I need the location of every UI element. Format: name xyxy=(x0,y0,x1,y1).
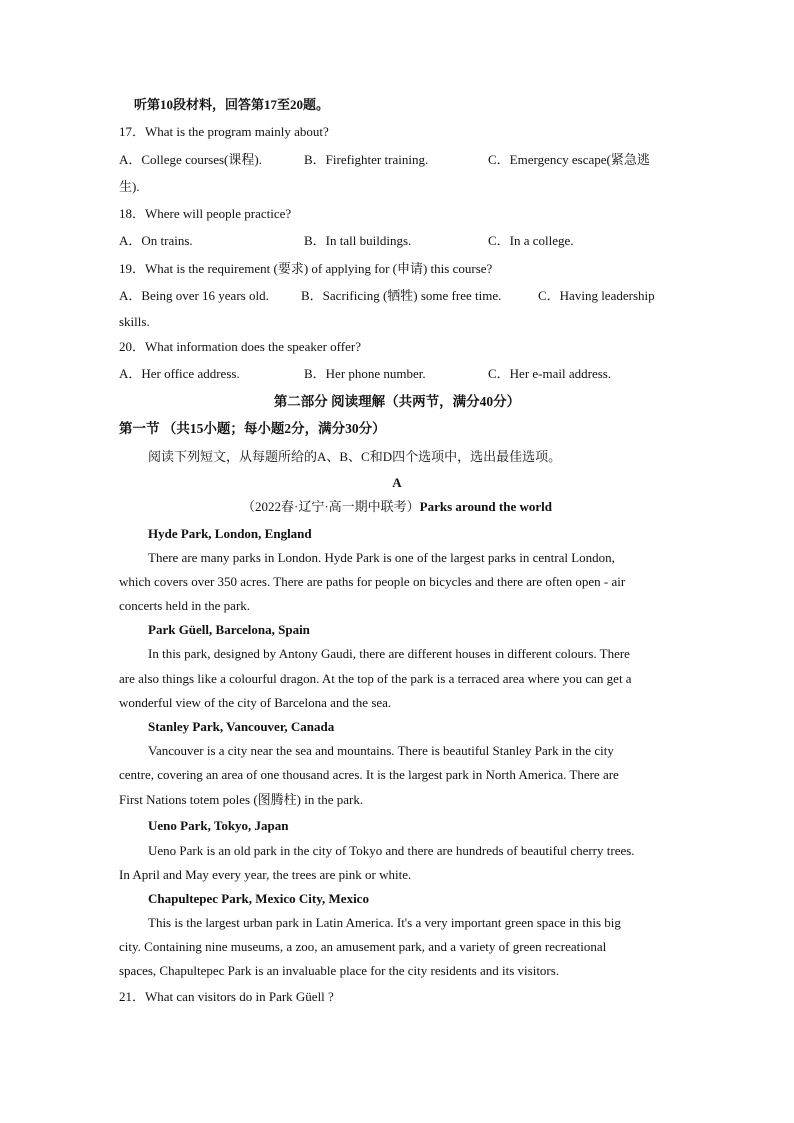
option-b: B．In tall buildings. xyxy=(304,233,412,248)
question-19-stem: 19．What is the requirement (要求) of applying for (申请) this course? xyxy=(119,261,493,276)
paragraph-line: centre, covering an area of one thousand acres. It is the largest park in North America. There are xyxy=(119,767,619,782)
park-heading: Chapultepec Park, Mexico City, Mexico xyxy=(148,891,369,906)
paragraph-line: Vancouver is a city near the sea and mountains. There is beautiful Stanley Park in the city xyxy=(148,743,614,758)
park-heading: Park Güell, Barcelona, Spain xyxy=(148,622,310,637)
paragraph-line: First Nations totem poles (图腾柱) in the park. xyxy=(119,792,364,807)
reading-section-title: 第一节 （共15小题；每小题2分，满分30分） xyxy=(119,421,386,436)
reading-instruction: 阅读下列短文，从每题所给的A、B、C和D四个选项中，选出最佳选项。 xyxy=(148,449,562,464)
option-a: A．On trains. xyxy=(119,233,193,248)
paragraph-line: are also things like a colourful dragon. At the top of the park is a terraced area where you can get a xyxy=(119,671,632,686)
question-17-options xyxy=(119,152,679,168)
question-19-option-wrap: skills. xyxy=(119,314,150,329)
question-18-options xyxy=(119,233,679,249)
paragraph-line: In this park, designed by Antony Gaudi, there are different houses in different colours. There xyxy=(148,646,630,661)
park-heading: Ueno Park, Tokyo, Japan xyxy=(148,818,289,833)
option-a: A．Being over 16 years old. xyxy=(119,288,269,303)
option-a: A．College courses(课程). xyxy=(119,152,262,167)
park-heading: Hyde Park, London, England xyxy=(148,526,312,541)
question-20-options xyxy=(119,366,679,382)
option-a: A．Her office address. xyxy=(119,366,240,381)
paragraph-line: There are many parks in London. Hyde Park is one of the largest parks in central London, xyxy=(148,550,615,565)
paragraph-line: This is the largest urban park in Latin America. It's a very important green space in this big xyxy=(148,915,621,930)
option-c: C．Her e-mail address. xyxy=(488,366,612,381)
paragraph-line: spaces, Chapultepec Park is an invaluable place for the city residents and its visitors. xyxy=(119,963,560,978)
option-c: C．Having leadership xyxy=(538,288,655,303)
paragraph-line: wonderful view of the city of Barcelona and the sea. xyxy=(119,695,392,710)
listening-instruction: 听第10段材料，回答第17至20题。 xyxy=(134,97,330,112)
park-heading: Stanley Park, Vancouver, Canada xyxy=(148,719,335,734)
question-20-stem: 20．What information does the speaker offer? xyxy=(119,339,361,354)
paragraph-line: Ueno Park is an old park in the city of Tokyo and there are hundreds of beautiful cherry trees. xyxy=(148,843,635,858)
passage-title: Parks around the world xyxy=(419,499,552,514)
question-19-options xyxy=(119,288,679,304)
option-b: B．Firefighter training. xyxy=(304,152,429,167)
option-c: C．Emergency escape(紧急逃 xyxy=(488,152,650,167)
passage-source: （2022春·辽宁·高一期中联考） xyxy=(242,499,420,514)
paragraph-line: concerts held in the park. xyxy=(119,598,251,613)
question-21-stem: 21．What can visitors do in Park Güell ? xyxy=(119,989,334,1004)
passage-header xyxy=(0,499,794,515)
reading-part-title: 第二部分 阅读理解（共两节，满分40分） xyxy=(273,394,521,409)
paragraph-line: city. Containing nine museums, a zoo, an amusement park, and a variety of green recreational xyxy=(119,939,607,954)
question-17-option-wrap: 生). xyxy=(119,179,140,194)
option-c: C．In a college. xyxy=(488,233,574,248)
option-b: B．Her phone number. xyxy=(304,366,426,381)
question-18-stem: 18．Where will people practice? xyxy=(119,206,292,221)
passage-letter: A xyxy=(392,475,402,490)
question-17-stem: 17．What is the program mainly about? xyxy=(119,124,329,139)
paragraph-line: In April and May every year, the trees are pink or white. xyxy=(119,867,412,882)
paragraph-line: which covers over 350 acres. There are paths for people on bicycles and there are often open - air xyxy=(119,574,626,589)
option-b: B．Sacrificing (牺牲) some free time. xyxy=(301,288,502,303)
